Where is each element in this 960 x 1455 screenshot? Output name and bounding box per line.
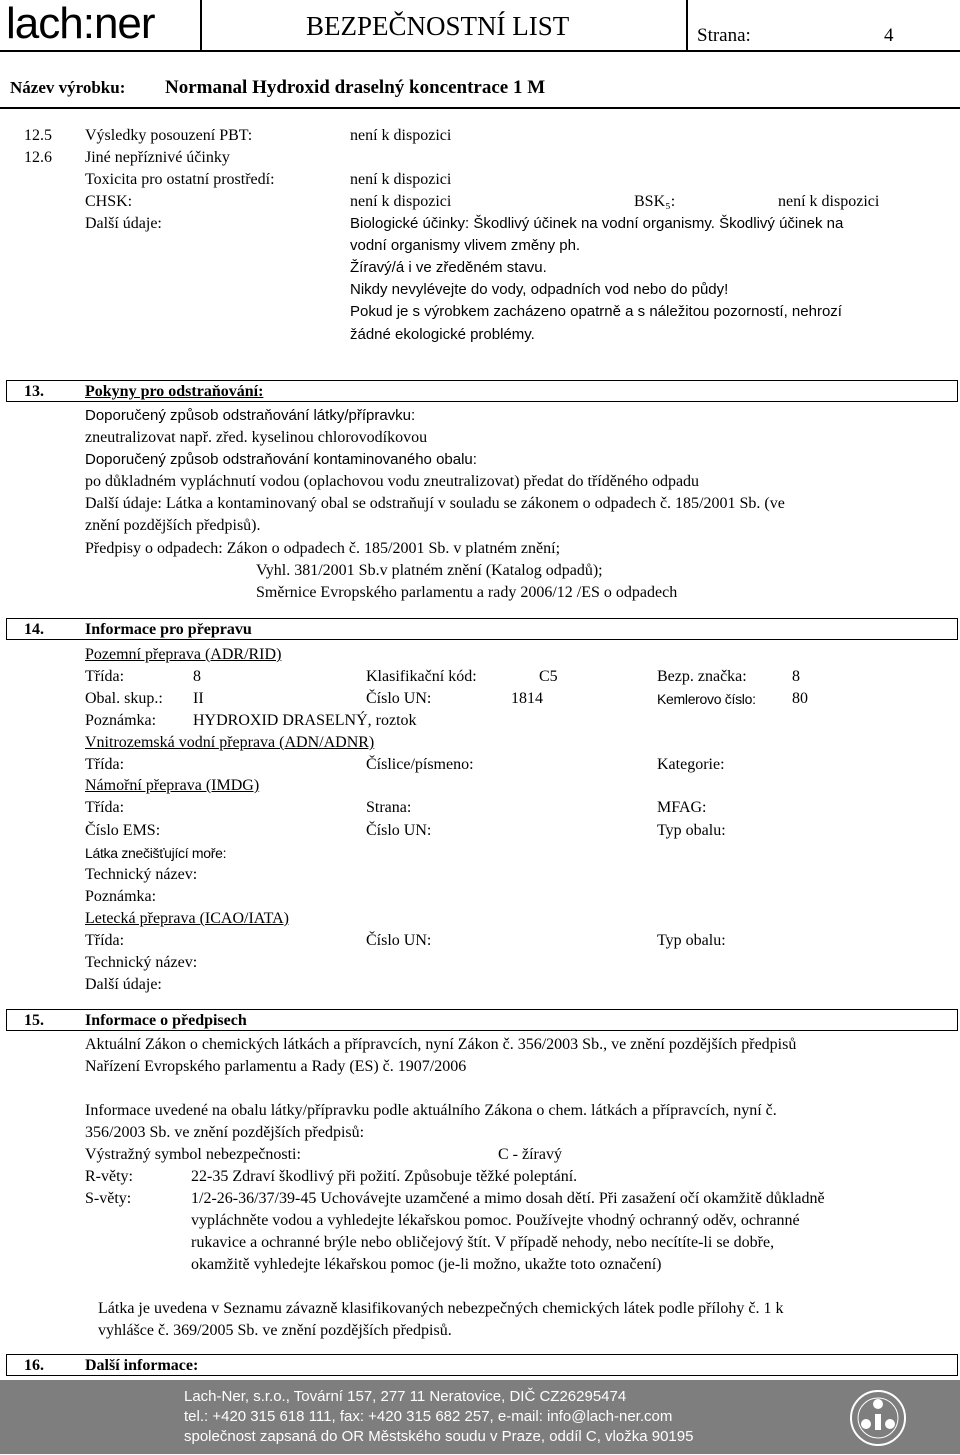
adr-heading: Pozemní přeprava (ADR/RID) — [85, 646, 282, 663]
document-title: BEZPEČNOSTNÍ LIST — [306, 11, 570, 41]
page-label: Strana: — [697, 25, 751, 46]
icao-heading: Letecká přeprava (ICAO/IATA) — [85, 910, 289, 927]
section-14-title: Informace pro přepravu — [85, 621, 252, 638]
section-16-number: 16. — [24, 1357, 44, 1374]
section-16-title: Další informace: — [85, 1357, 199, 1374]
certification-icon — [848, 1386, 908, 1450]
product-name: Normanal Hydroxid draselný koncentrace 1 M — [165, 77, 546, 98]
section-15-number: 15. — [24, 1012, 44, 1029]
section-15-title: Informace o předpisech — [85, 1012, 247, 1029]
page-number: 4 — [884, 25, 894, 46]
section-13-title: Pokyny pro odstraňování: — [85, 383, 264, 400]
footer: Lach-Ner, s.r.o., Tovární 157, 277 11 Neratovice, DIČ CZ26295474 tel.: +420 315 618 111, fax: +420 315 682 257, e-mail: info@lach-ner.com společnost zapsaná do OR Městského soudu v Praze, oddíl C, vložka 90195 — [0, 1380, 960, 1454]
product-label: Název výrobku: — [10, 78, 126, 97]
adn-heading: Vnitrozemská vodní přeprava (ADN/ADNR) — [85, 734, 375, 751]
section-13-number: 13. — [24, 383, 44, 400]
section-14-number: 14. — [24, 621, 44, 638]
company-logo: lach:ner — [6, 0, 155, 48]
imdg-heading: Námořní přeprava (IMDG) — [85, 777, 260, 794]
